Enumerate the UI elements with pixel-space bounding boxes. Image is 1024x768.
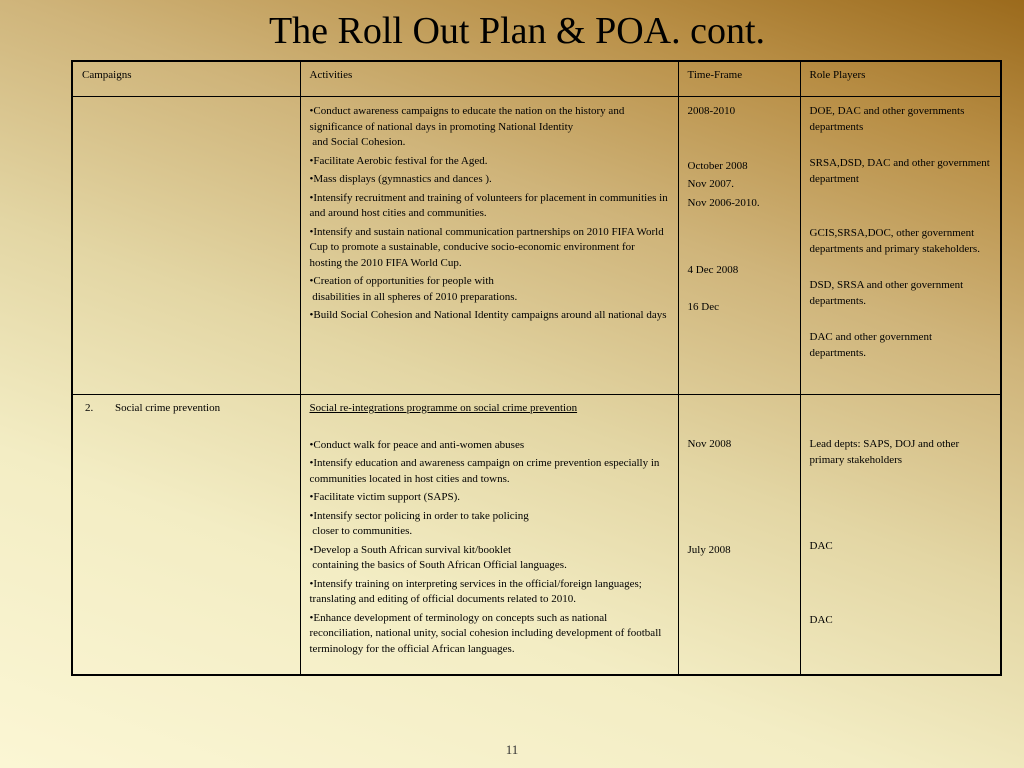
time-frame-cell (678, 97, 800, 395)
activity-item: •Intensify and sustain national communication partnerships on 2010 FIFA World Cup to promote a sustainable, conducive socio-economic environment for hosting the 2010 FIFA World Cup. (309, 225, 664, 269)
activity-item: •Creation of opportunities for people with (309, 275, 494, 287)
activity-item: •Conduct awareness campaigns to educate the nation on the history and significance of national days in promoting National Identity (309, 105, 625, 133)
role-players-cell (800, 97, 1001, 395)
time-frame: 16 Dec (687, 300, 719, 313)
activity-item: •Enhance development of terminology on concepts such as national reconciliation, national unity, social cohesion including development of football terminology for the official African languages. (309, 611, 662, 655)
time-frame: October 2008 (687, 159, 748, 172)
role-player: DOE, DAC and other governments departments (809, 105, 965, 133)
table-row (72, 97, 1001, 395)
activity-item: •Intensify recruitment and training of volunteers for placement in communities in and around host cities and communities. (309, 191, 668, 219)
campaign-cell (72, 97, 300, 395)
time-frame-cell (678, 395, 800, 675)
activity-item: •Facilitate Aerobic festival for the Aged. (309, 154, 488, 167)
activity-item: •Build Social Cohesion and National Identity campaigns around all national days (309, 309, 667, 321)
activity-item: •Intensify education and awareness campaign on crime prevention especially in communities located in host cities and towns. (309, 457, 660, 485)
activity-item: •Intensify sector policing in order to take policing (309, 509, 529, 522)
role-player: Lead depts: SAPS, DOJ and other primary stakeholders (809, 438, 960, 466)
role-player: DSD, SRSA and other government departments. (809, 279, 964, 307)
time-frame: Nov 2007. (687, 178, 734, 190)
activities-cell (300, 97, 678, 395)
activity-item-continuation: disabilities in all spheres of 2010 preparations. (309, 290, 518, 303)
activity-item: •Facilitate victim support (SAPS). (309, 491, 461, 503)
header-activities: Activities (300, 61, 678, 97)
roll-out-plan-table (71, 60, 1002, 676)
header-row (72, 61, 1001, 97)
time-frame: July 2008 (687, 543, 731, 556)
activity-item: •Develop a South African survival kit/booklet (309, 543, 512, 556)
header-role-players: Role Players (800, 61, 1001, 97)
activity-item: •Intensify training on interpreting services in the official/foreign languages; translating and editing of official documents related to 2010. (309, 577, 642, 605)
role-player: DAC and other government departments. (809, 331, 932, 359)
role-player: GCIS,SRSA,DOC, other government departments and primary stakeholders. (809, 227, 980, 255)
role-player: DAC (809, 540, 833, 552)
time-frame: Nov 2008 (687, 438, 732, 450)
campaign-cell (72, 395, 300, 675)
header-time-frame: Time-Frame (678, 61, 800, 97)
time-frame: 4 Dec 2008 (687, 264, 739, 276)
activity-item-continuation: and Social Cohesion. (309, 136, 406, 148)
campaign-name: Social crime prevention (115, 402, 221, 414)
table-row (72, 395, 1001, 675)
activity-heading: Social re-integrations programme on social crime prevention (309, 402, 578, 414)
role-player: DAC (809, 613, 833, 626)
activity-item: •Conduct walk for peace and anti-women abuses (309, 438, 525, 451)
time-frame: 2008-2010 (687, 105, 736, 117)
page-number: 11 (505, 742, 519, 757)
role-player: SRSA,DSD, DAC and other government department (809, 157, 990, 185)
activities-cell (300, 395, 678, 675)
campaign-number: 2. (85, 402, 94, 414)
time-frame: Nov 2006-2010. (687, 196, 760, 209)
activity-item-continuation: closer to communities. (309, 525, 413, 537)
header-campaigns: Campaigns (72, 61, 300, 97)
role-players-cell (800, 395, 1001, 675)
slide-title: The Roll Out Plan & POA. cont. (268, 10, 766, 52)
activity-item-continuation: containing the basics of South African Official languages. (309, 559, 567, 571)
activity-item: •Mass displays (gymnastics and dances ). (309, 173, 492, 185)
